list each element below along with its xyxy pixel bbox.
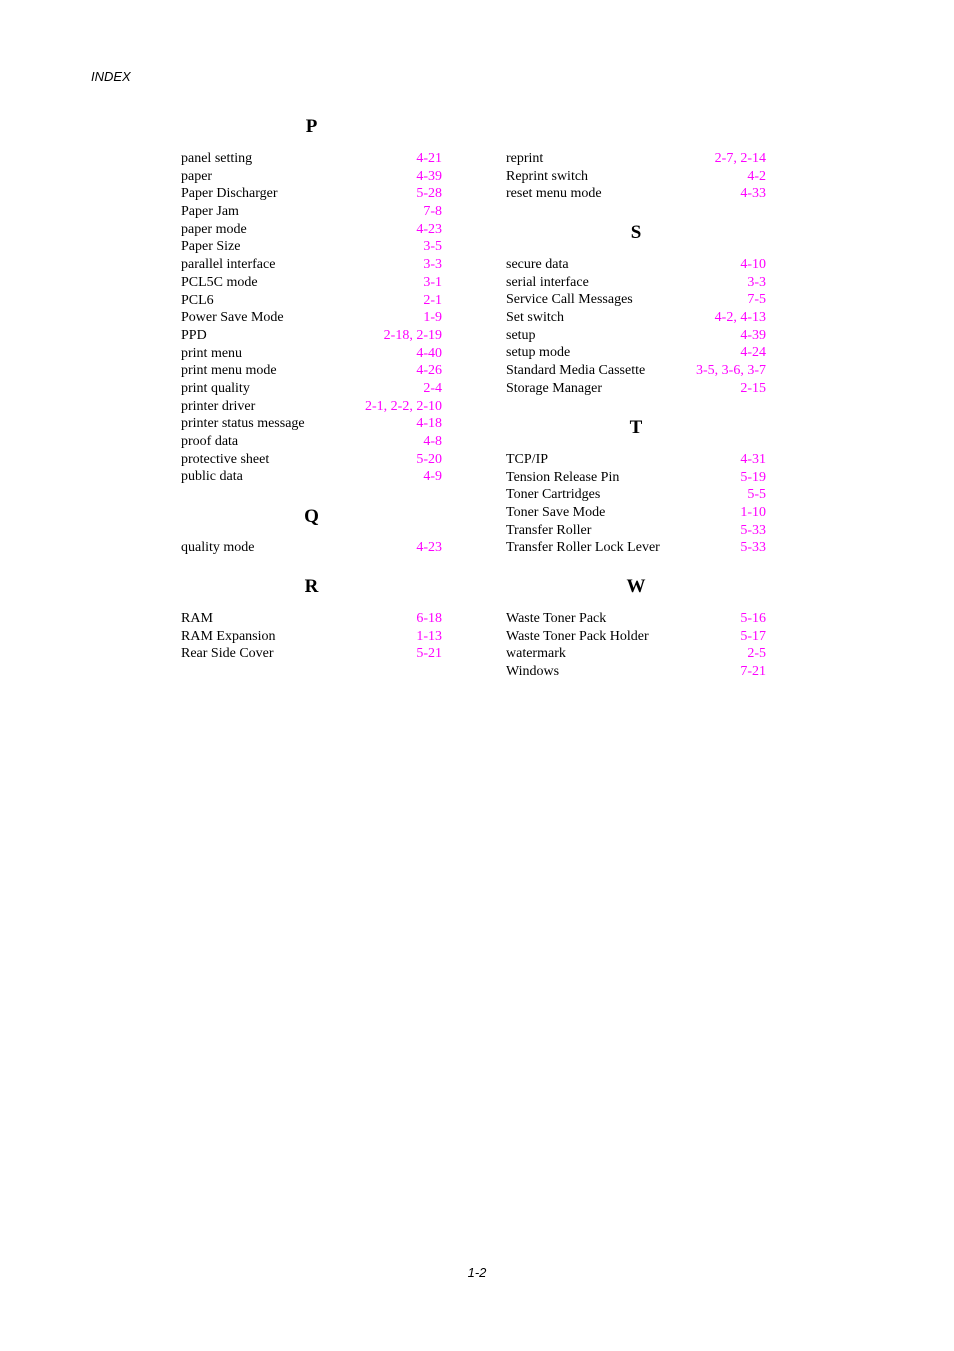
page-reference-link[interactable]: 4-18 — [416, 416, 442, 432]
index-entry — [506, 504, 766, 522]
index-entry — [181, 185, 442, 203]
page-reference-link[interactable]: 4-2, 4-13 — [714, 310, 766, 326]
page-reference-link[interactable]: 4-8 — [423, 434, 442, 449]
page-reference-link[interactable]: 5-17 — [740, 628, 766, 644]
index-term: Rear Side Cover — [181, 646, 274, 662]
index-term: proof data — [181, 434, 239, 449]
index-term: Paper Jam — [181, 204, 239, 220]
section-letter: T — [629, 417, 643, 438]
index-term: Transfer Roller Lock Lever — [506, 540, 660, 556]
index-term: Set switch — [506, 310, 564, 326]
page-reference-link[interactable]: 1-10 — [740, 505, 766, 521]
entry-list — [181, 150, 442, 486]
index-entry — [506, 327, 766, 345]
page-reference-link[interactable]: 2-1 — [423, 292, 442, 308]
index-term: print menu — [181, 345, 243, 361]
index-entry — [181, 539, 442, 557]
index-term: Waste Toner Pack — [506, 611, 607, 626]
page-reference-link[interactable]: 3-1 — [423, 274, 442, 290]
index-entry — [181, 628, 442, 646]
index-entry — [181, 256, 442, 274]
page-reference-link[interactable]: 2-5 — [747, 646, 766, 662]
page-reference-link[interactable]: 4-10 — [740, 257, 766, 272]
page-reference-link[interactable]: 4-24 — [740, 345, 766, 361]
index-entry — [181, 221, 442, 239]
section-letter: R — [304, 576, 319, 597]
index-term: Windows — [506, 664, 560, 680]
index-term: Toner Cartridges — [506, 487, 601, 503]
page-reference-link[interactable]: 4-2 — [747, 168, 766, 184]
index-entry — [181, 451, 442, 469]
page-reference-link[interactable]: 4-31 — [740, 452, 766, 467]
page-reference-link[interactable]: 5-28 — [416, 186, 442, 202]
page-reference-link[interactable]: 5-16 — [740, 611, 766, 626]
page-reference-link[interactable]: 2-1, 2-2, 2-10 — [365, 398, 442, 414]
index-term: paper mode — [181, 221, 247, 237]
index-term: setup mode — [506, 345, 571, 361]
page-reference-link[interactable]: 2-18, 2-19 — [383, 327, 442, 343]
page-reference-link[interactable]: 5-33 — [740, 522, 766, 538]
index-entry — [181, 398, 442, 416]
entry-list — [181, 539, 442, 557]
index-term: Reprint switch — [506, 168, 589, 184]
index-term: reset menu mode — [506, 186, 602, 202]
index-entry — [506, 291, 766, 309]
entry-list — [181, 610, 442, 663]
index-entry — [506, 274, 766, 292]
index-entry — [181, 345, 442, 363]
page-reference-link[interactable]: 4-33 — [740, 186, 766, 202]
page-reference-link[interactable]: 3-3 — [423, 257, 442, 273]
section-letter: P — [305, 116, 318, 137]
page-reference-link[interactable]: 5-5 — [747, 487, 766, 503]
page-number: 1-2 — [467, 1265, 487, 1280]
index-term: reprint — [506, 151, 544, 166]
index-term: PCL5C mode — [181, 274, 258, 290]
index-term: PCL6 — [181, 292, 214, 308]
page-reference-link[interactable]: 6-18 — [416, 611, 442, 626]
page-reference-link[interactable]: 5-19 — [740, 469, 766, 485]
page-reference-link[interactable]: 5-20 — [416, 451, 442, 467]
index-term: Waste Toner Pack Holder — [506, 628, 649, 644]
page-reference-link[interactable]: 1-9 — [423, 310, 442, 326]
page-reference-link[interactable]: 5-21 — [416, 646, 442, 662]
page-reference-link[interactable]: 4-23 — [416, 540, 442, 555]
index-term: setup — [506, 327, 536, 343]
index-entry — [181, 238, 442, 256]
index-term: parallel interface — [181, 257, 276, 273]
index-entry — [181, 203, 442, 221]
index-entry — [506, 451, 766, 469]
index-entry — [181, 433, 442, 451]
index-term: secure data — [506, 257, 569, 272]
index-entry — [181, 168, 442, 186]
page-reference-link[interactable]: 3-5, 3-6, 3-7 — [696, 363, 766, 379]
index-term: printer status message — [181, 416, 305, 432]
index-term: Storage Manager — [506, 380, 603, 396]
index-entry — [506, 344, 766, 362]
index-term: Service Call Messages — [506, 292, 633, 308]
page-reference-link[interactable]: 7-5 — [747, 292, 766, 308]
index-entry — [506, 256, 766, 274]
index-term: Toner Save Mode — [506, 505, 606, 521]
index-entry — [181, 362, 442, 380]
page-reference-link[interactable]: 2-7, 2-14 — [714, 151, 766, 166]
page-reference-link[interactable]: 5-33 — [740, 540, 766, 556]
section-letter: S — [630, 222, 642, 243]
index-term: Standard Media Cassette — [506, 363, 646, 379]
index-entry — [506, 645, 766, 663]
running-header: INDEX — [91, 69, 131, 84]
index-entry — [181, 327, 442, 345]
index-term: Paper Size — [181, 239, 241, 255]
section-letter: W — [626, 576, 646, 597]
index-term: Paper Discharger — [181, 186, 278, 202]
index-entry — [506, 168, 766, 186]
page-reference-link[interactable]: 4-39 — [416, 168, 442, 184]
index-entry — [506, 380, 766, 398]
page-reference-link[interactable]: 4-26 — [416, 363, 442, 379]
index-term: panel setting — [181, 151, 253, 166]
index-entry — [181, 610, 442, 628]
index-term: print menu mode — [181, 363, 277, 379]
index-entry — [181, 274, 442, 292]
index-term: TCP/IP — [506, 452, 549, 467]
index-entry — [506, 309, 766, 327]
page-reference-link[interactable]: 1-13 — [416, 628, 442, 644]
index-entry — [181, 468, 442, 486]
index-term: printer driver — [181, 398, 256, 414]
index-term: RAM — [181, 611, 213, 626]
index-term: watermark — [506, 646, 566, 662]
index-entry — [506, 522, 766, 540]
index-term: RAM Expansion — [181, 628, 276, 644]
entry-list — [506, 610, 766, 681]
page-reference-link[interactable]: 2-4 — [423, 380, 442, 396]
page-reference-link[interactable]: 7-8 — [423, 204, 442, 220]
index-term: protective sheet — [181, 451, 270, 467]
index-term: public data — [181, 469, 243, 485]
index-term: Power Save Mode — [181, 310, 284, 326]
page-reference-link[interactable]: 4-40 — [416, 345, 442, 361]
page-reference-link[interactable]: 2-15 — [740, 380, 766, 396]
index-term: print quality — [181, 380, 250, 396]
index-entry — [506, 663, 766, 681]
index-term: PPD — [181, 327, 207, 343]
index-entry — [506, 185, 766, 203]
index-entry — [506, 610, 766, 628]
index-term: serial interface — [506, 274, 589, 290]
entry-list — [506, 451, 766, 557]
page-reference-link[interactable]: 4-9 — [423, 469, 442, 485]
index-entry — [506, 362, 766, 380]
index-term: quality mode — [181, 540, 255, 555]
index-entry — [506, 469, 766, 487]
index-term: Tension Release Pin — [506, 469, 620, 485]
index-entry — [506, 539, 766, 557]
entry-list — [506, 256, 766, 398]
page-reference-link[interactable]: 3-5 — [423, 239, 442, 255]
page-reference-link[interactable]: 4-21 — [416, 151, 442, 166]
page-reference-link[interactable]: 7-21 — [740, 664, 766, 680]
index-entry — [506, 628, 766, 646]
index-entry — [181, 292, 442, 310]
entry-list — [506, 150, 766, 203]
index-entry — [181, 645, 442, 663]
index-entry — [181, 415, 442, 433]
page-reference-link[interactable]: 4-39 — [740, 327, 766, 343]
index-term: Transfer Roller — [506, 522, 592, 538]
index-entry — [506, 486, 766, 504]
index-term: paper — [181, 168, 213, 184]
index-entry — [181, 380, 442, 398]
index-entry — [181, 150, 442, 168]
page-reference-link[interactable]: 3-3 — [747, 274, 766, 290]
page-reference-link[interactable]: 4-23 — [416, 221, 442, 237]
index-entry — [181, 309, 442, 327]
section-letter: Q — [304, 506, 319, 527]
index-entry — [506, 150, 766, 168]
